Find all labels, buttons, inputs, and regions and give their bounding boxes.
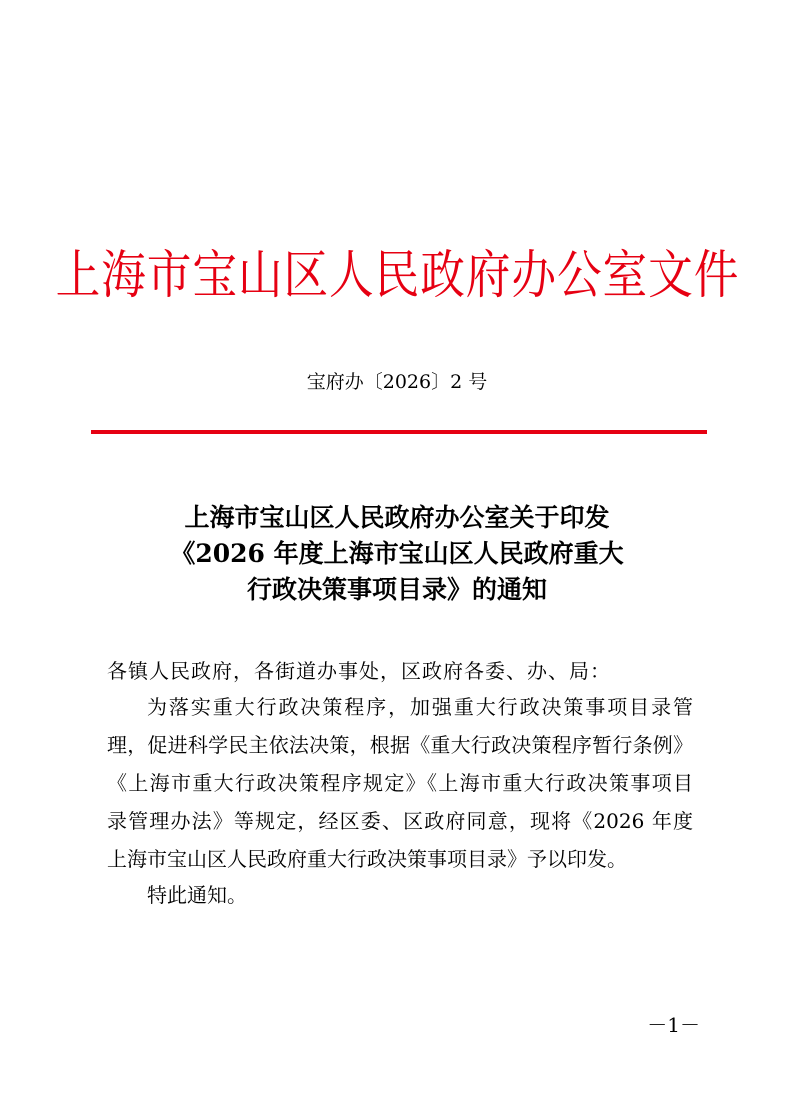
paragraph-line: 上海市宝山区人民政府重大行政决策事项目录》予以印发。 <box>107 847 627 871</box>
document-title <box>90 500 704 608</box>
body-paragraph <box>107 688 693 878</box>
paragraph-line: 理，促进科学民主依法决策，根据《重大行政决策程序暂行条例》 <box>107 733 693 757</box>
paragraph-line: 《上海市重大行政决策程序规定》《上海市重大行政决策事项目 <box>107 771 693 795</box>
closing-remark: 特此通知。 <box>147 883 247 907</box>
red-divider-rule <box>91 430 707 434</box>
paragraph-line: 录管理办法》等规定，经区委、区政府同意，现将《2026 年度 <box>107 809 693 833</box>
title-line-3: 行政决策事项目录》的通知 <box>246 575 547 604</box>
page-number: －1－ <box>647 1013 700 1037</box>
document-number: 宝府办〔2026〕2 号 <box>306 371 488 393</box>
paragraph-line: 为落实重大行政决策程序，加强重大行政决策事项目录管 <box>147 695 693 719</box>
masthead: 上海市宝山区人民政府办公室文件 <box>55 246 740 306</box>
title-line-2: 《2026 年度上海市宝山区人民政府重大 <box>170 539 624 568</box>
title-line-1: 上海市宝山区人民政府办公室关于印发 <box>184 503 610 532</box>
addressee: 各镇人民政府，各街道办事处，区政府各委、办、局： <box>107 659 611 683</box>
